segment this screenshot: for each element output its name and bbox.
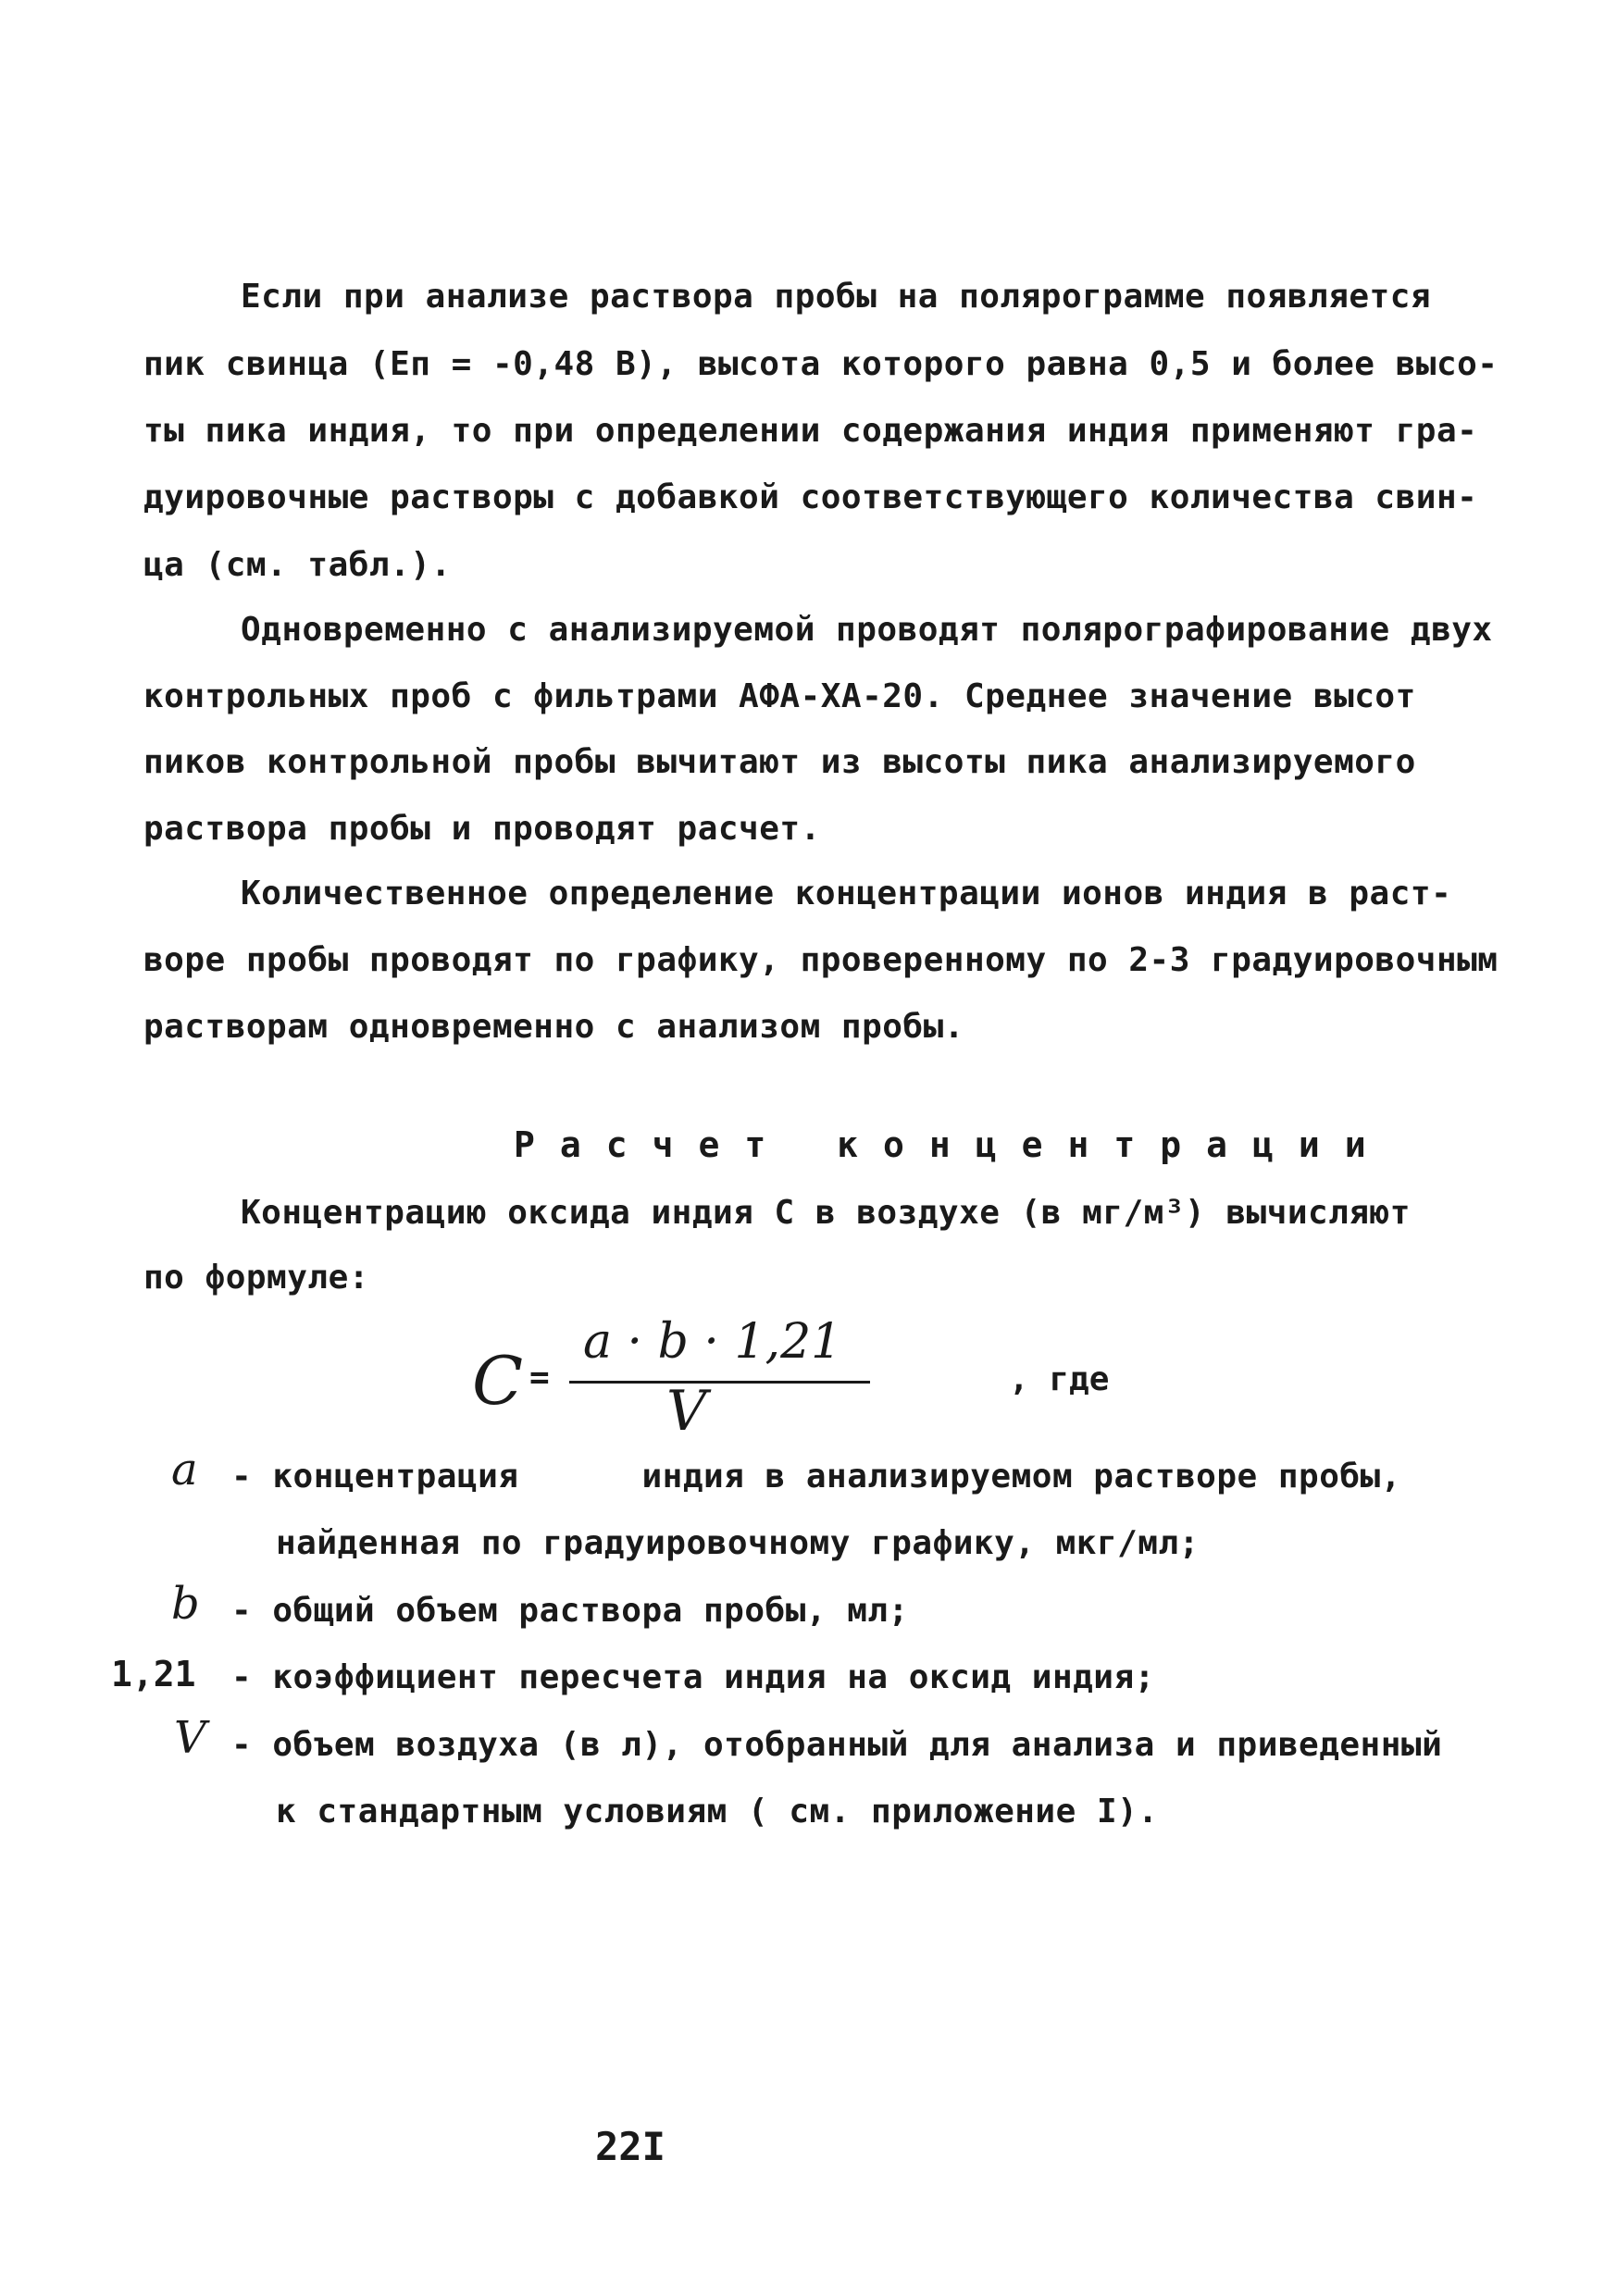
paragraph-2-line-4: раствора пробы и проводят расчет. <box>143 810 821 848</box>
section-heading: Расчет концентрации <box>514 1124 1391 1165</box>
definition-v-line-1: - объем воздуха (в л), отобранный для анализа и приведенный <box>231 1726 1443 1764</box>
definition-b-line-1: - общий объем раствора пробы, мл; <box>231 1592 909 1630</box>
definition-v-line-2: к стандартным условиям ( см. приложение I). <box>276 1793 1159 1831</box>
paragraph-1-line-1: Если при анализе раствора пробы на полярограмме появляется <box>241 278 1432 316</box>
formula-numerator: a · b · 1,21 <box>583 1314 842 1370</box>
formula-equals: = <box>529 1359 550 1396</box>
concentration-formula <box>472 1314 1305 1462</box>
formula-where: , где <box>1009 1360 1110 1398</box>
formula-denominator: V <box>666 1379 707 1444</box>
paragraph-3-line-1: Количественное определение концентрации ионов индия в раст- <box>241 875 1452 912</box>
definition-symbol-b: b <box>171 1578 200 1630</box>
paragraph-2-line-1: Одновременно с анализируемой проводят полярографирование двух <box>241 611 1493 649</box>
section-intro-line-1: Концентрацию оксида индия С в воздухе (в мг/м³) вычисляют <box>241 1194 1411 1232</box>
definition-symbol-v: V <box>174 1712 206 1764</box>
formula-lhs: C <box>472 1342 524 1420</box>
definition-a-line-1: - концентрация индия в анализируемом растворе пробы, <box>231 1458 1401 1496</box>
paragraph-3-line-3: растворам одновременно с анализом пробы. <box>143 1008 964 1046</box>
definition-symbol-coefficient: 1,21 <box>111 1654 196 1694</box>
paragraph-3-line-2: воре пробы проводят по графику, проверенному по 2-3 градуировочным <box>143 941 1499 979</box>
paragraph-1-line-4: дуировочные растворы с добавкой соответствующего количества свин- <box>143 478 1478 516</box>
definition-coefficient-line-1: - коэффициент пересчета индия на оксид индия; <box>231 1658 1155 1696</box>
page-number: 22I <box>595 2124 665 2169</box>
section-intro-line-2: по формуле: <box>143 1259 369 1297</box>
paragraph-2-line-2: контрольных проб с фильтрами АФА-ХА-20. Среднее значение высот <box>143 677 1416 715</box>
definition-symbol-a: a <box>171 1444 198 1496</box>
paragraph-1-line-3: ты пика индия, то при определении содержания индия применяют гра- <box>143 412 1478 450</box>
paragraph-1-line-2: пик свинца (Еп = -0,48 В), высота которого равна 0,5 и более высо- <box>143 345 1499 383</box>
paragraph-1-line-5: ца (см. табл.). <box>143 546 452 584</box>
fraction-bar <box>569 1381 870 1384</box>
definition-a-line-2: найденная по градуировочному графику, мкг/мл; <box>276 1524 1200 1562</box>
paragraph-2-line-3: пиков контрольной пробы вычитают из высоты пика анализируемого <box>143 743 1416 781</box>
